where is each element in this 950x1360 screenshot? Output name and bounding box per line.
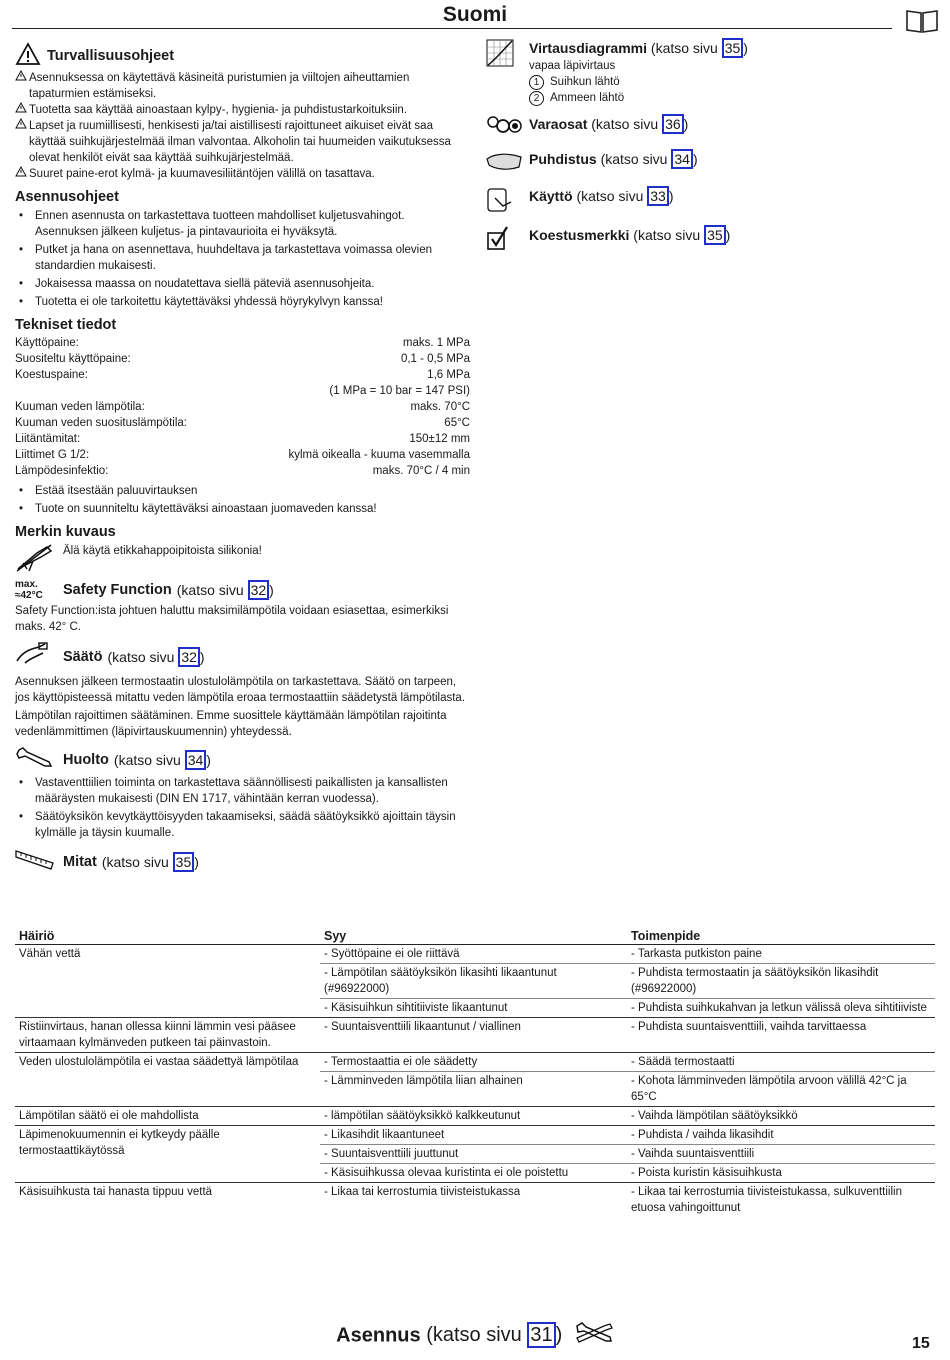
silicone-row: [15, 543, 470, 575]
operation-item: [485, 186, 925, 219]
problem-cell: Käsisuihkusta tai hanasta tippuu vettä: [15, 1183, 320, 1218]
saato-ref: [108, 647, 205, 667]
list-item: [15, 242, 470, 274]
tools-icon: [574, 1320, 614, 1352]
tech-label: Liittimet G 1/2:: [15, 449, 90, 461]
legend-item-2: [529, 90, 748, 106]
tech-label: Käyttöpaine:: [15, 337, 79, 349]
tech-label: Koestuspaine:: [15, 369, 88, 381]
action-cell: - Puhdista / vaihda likasihdit: [627, 1126, 935, 1145]
list-item: [15, 483, 470, 499]
column-header-problem: Häiriö: [15, 928, 320, 945]
footer-title: Asennus: [336, 1324, 421, 1347]
safety-list: [15, 70, 470, 182]
safety-title: Turvallisuusohjeet: [47, 48, 175, 64]
tech-label: Liitäntämitat:: [15, 433, 81, 445]
saato-paragraph-1: Asennuksen jälkeen termostaatin ulostulolämpötila on tarkastettava. Säätö on tarpeen, jos käyttöpisteessä mitattu veden lämpötila eroaa termostaattiin säädetystä lämpötilasta.: [15, 676, 466, 704]
problem-cell: Veden ulostulolämpötila ei vastaa säädettyä lämpötilaa: [15, 1053, 320, 1107]
tech-row: [15, 463, 470, 479]
problem-cell: Vähän vettä: [19, 948, 81, 960]
operation-title: Käyttö: [529, 188, 573, 204]
header-divider: [12, 28, 892, 29]
ref-close: ): [555, 1324, 563, 1347]
table-row: [15, 1107, 935, 1126]
ref-text: (katso sivu: [426, 1324, 528, 1347]
ref-text: (katso sivu: [113, 751, 185, 768]
list-item: [15, 208, 470, 240]
tech-bullet-text: Tuote on suunniteltu käytettäväksi ainoastaan juomaveden kanssa!: [35, 503, 377, 515]
legend-label-1: Suihkun lähtö: [550, 76, 620, 88]
spare-parts-title: Varaosat: [529, 116, 588, 132]
safety-item: [15, 166, 470, 182]
saato-title: Säätö: [63, 648, 103, 665]
ref-text: (katso sivu: [600, 151, 672, 167]
cause-cell: - lämpötilan säätöyksikkö kalkkeutunut: [320, 1107, 627, 1126]
list-item: [15, 809, 470, 841]
huolto-list: [15, 775, 470, 841]
huolto-item-bullet: •: [19, 777, 24, 789]
action-cell: - Puhdista suihkukahvan ja letkun välissä oleva sihtitiiviste: [627, 999, 935, 1018]
cause-cell: - Suuntaisventtiili likaantunut / viallinen: [320, 1018, 627, 1053]
list-item: [15, 276, 470, 292]
table-row: [15, 1018, 935, 1053]
install-item-text: Putket ja hana on asennettava, huuhdeltava ja tarkastettava voimassa olevien standardien mukaisesti.: [35, 244, 433, 272]
column-header-action: Toimenpide: [627, 928, 935, 945]
ref-close: ): [199, 648, 205, 665]
list-item: [15, 501, 470, 517]
action-cell: - Vaihda lämpötilan säätöyksikkö: [627, 1107, 935, 1126]
install-item-bullet: •: [19, 278, 24, 290]
safety-item: [15, 118, 470, 166]
tech-row: [15, 399, 470, 415]
saato-paragraph-2: Lämpötilan rajoittimen säätäminen. Emme suosittele käyttämään lämpötilan rajoitinta vedenlämmittimen (läpivirtauskuumennin) yhteydessä.: [15, 710, 447, 738]
page-title: Suomi: [442, 3, 508, 26]
operation-ref: [576, 188, 673, 204]
ref-text: (katso sivu: [101, 853, 173, 870]
action-cell: - Puhdista termostaatin ja säätöyksikön likasihdit (#96922000): [627, 964, 935, 999]
action-cell: - Tarkasta putkiston paine: [631, 948, 762, 960]
problem-cell: Läpimenokuumennin ei kytkeydy päälle termostaattikäytössä: [15, 1126, 320, 1183]
tech-bullet-bullet: •: [19, 503, 24, 515]
warning-icon: [15, 70, 29, 102]
adjust-hand-icon: [15, 641, 63, 672]
warning-icon: [15, 118, 29, 166]
huolto-title: Huolto: [63, 751, 109, 768]
table-row: [15, 1053, 935, 1072]
page-link-33[interactable]: 33: [647, 186, 669, 206]
operation-hand-icon: [485, 186, 529, 219]
checkbox-tick-icon: [485, 225, 529, 256]
tech-value: 0,1 - 0,5 MPa: [400, 353, 470, 365]
action-cell: - Likaa tai kerrostumia tiivisteistukassa, sulkuventtiilin etuosa vahingoittunut: [627, 1183, 935, 1218]
page-link-34[interactable]: 34: [671, 149, 693, 169]
huolto-header: [15, 746, 470, 773]
mitat-title: Mitat: [63, 853, 97, 870]
install-item-bullet: •: [19, 244, 24, 256]
warning-icon: [15, 42, 41, 71]
tech-value: kylmä oikealla - kuuma vasemmalla: [288, 449, 470, 461]
silicone-gun-icon: [15, 543, 63, 578]
tech-value: 150±12 mm: [409, 433, 470, 445]
huolto-item-text: Vastaventtiilien toiminta on tarkastettava säännöllisesti paikallisten ja kansallisten määräysten mukaisesti (DIN EN 1717, vähintään kerran vuodessa).: [35, 777, 448, 805]
warning-icon: [15, 102, 29, 118]
cause-cell: - Suuntaisventtiili juuttunut: [320, 1145, 627, 1164]
ref-close: ): [668, 188, 674, 204]
cause-cell: - Termostaattia ei ole säädetty: [320, 1053, 627, 1072]
safety-function-text: Safety Function:ista johtuen haluttu maksimilämpötila voidaan esiasettaa, esimerkiksi maks. 42° C.: [15, 605, 449, 633]
ref-text: (katso sivu: [633, 227, 705, 243]
huolto-ref: [114, 750, 211, 770]
footer-reference: [0, 1320, 950, 1352]
list-item: [15, 775, 470, 807]
tech-label: Suositeltu käyttöpaine:: [15, 353, 131, 365]
install-item-text: Jokaisessa maassa on noudatettava siellä päteviä asennusohjeita.: [35, 278, 375, 290]
page-link-34[interactable]: 34: [185, 750, 207, 770]
cleaning-hand-icon: [485, 149, 529, 178]
tech-value: maks. 70°C: [410, 401, 470, 413]
ref-close: ): [683, 116, 689, 132]
book-icon: [905, 8, 939, 39]
cleaning-item: [485, 149, 925, 178]
mitat-ref: [102, 852, 199, 872]
action-cell: - Kohota lämminveden lämpötila arvoon välillä 42°C ja 65°C: [627, 1072, 935, 1107]
tech-row: [15, 351, 470, 367]
page-link-35[interactable]: 35: [173, 852, 195, 872]
cleaning-ref: [601, 151, 698, 167]
ref-text: (katso sivu: [591, 116, 663, 132]
safety-item-text: Tuotetta saa käyttää ainoastaan kylpy-, hygienia- ja puhdistustarkoituksiin.: [29, 104, 408, 116]
warning-icon: [15, 166, 29, 182]
tech-label: Lämpödesinfektio:: [15, 465, 109, 477]
page-link-32[interactable]: 32: [178, 647, 200, 667]
circled-number-1: 1: [529, 75, 544, 90]
page-link-35[interactable]: 35: [722, 38, 744, 58]
problem-cell: Ristiinvirtaus, hanan ollessa kiinni lämmin vesi pääsee virtaamaan kylmänveden putkeen tai päinvastoin.: [15, 1018, 320, 1053]
install-item-bullet: •: [19, 210, 24, 222]
tech-label: Kuuman veden lämpötila:: [15, 401, 145, 413]
ref-close: ): [743, 40, 748, 56]
action-cell: - Vaihda suuntaisventtiili: [627, 1145, 935, 1164]
table-header-row: [15, 928, 935, 945]
ref-text: (katso sivu: [176, 582, 248, 598]
huolto-item-bullet: •: [19, 811, 24, 823]
list-item: [15, 294, 470, 310]
wrench-icon: [15, 746, 63, 773]
ref-close: ): [692, 151, 698, 167]
ref-close: ): [206, 751, 211, 768]
install-list: [15, 208, 470, 310]
tech-value: 65°C: [444, 417, 470, 429]
symbols-title: Merkin kuvaus: [15, 524, 116, 540]
cause-cell: - Syöttöpaine ei ole riittävä: [324, 948, 460, 960]
safety-item: [15, 70, 470, 102]
tech-row: [15, 415, 470, 431]
ref-close: ): [269, 582, 274, 598]
silicone-text: Älä käytä etikkahappoipitoista silikonia!: [63, 545, 262, 557]
safety-item-text: Lapset ja ruumiillisesti, henkisesti ja/tai aistillisesti rajoittuneet aikuiset eivät saa käyttää suihkujärjestelmää ilman valvontaa. Alkoholin tai huumeiden vaikutuksessa olevat henkilöt eivät saa käyttää suihkujärjestelmää.: [29, 120, 451, 164]
spare-parts-ref: [591, 116, 688, 132]
flow-diagram-sub: vapaa läpivirtaus: [529, 60, 616, 72]
safety-item-text: Suuret paine-erot kylmä- ja kuumavesiliitäntöjen välillä on tasattava.: [29, 168, 375, 180]
install-item-bullet: •: [19, 296, 24, 308]
safety-function-title: Safety Function: [63, 582, 172, 598]
page-link-31[interactable]: 31: [527, 1322, 555, 1348]
tech-bullet-text: Estää itsestään paluuvirtauksen: [35, 485, 198, 497]
page-link-32[interactable]: 32: [248, 580, 270, 600]
footer-ref: [426, 1324, 562, 1346]
max-label: max.: [15, 579, 38, 590]
safety-item: [15, 102, 470, 118]
ref-text: (katso sivu: [650, 40, 722, 56]
right-column: [485, 38, 925, 256]
install-item-text: Ennen asennusta on tarkastettava tuotteen mahdolliset kuljetusvahingot. Asennuksen jälkeen kuljetus- ja pintavaurioita ei hyväksytä.: [35, 210, 405, 238]
test-mark-title: Koestusmerkki: [529, 227, 630, 243]
ref-text: (katso sivu: [576, 188, 648, 204]
ref-close: ): [725, 227, 731, 243]
action-cell: - Säädä termostaatti: [627, 1053, 935, 1072]
safety-function-header: [15, 579, 470, 601]
ruler-icon: [15, 847, 63, 876]
tech-value: 1,6 MPa: [427, 369, 470, 381]
action-cell: - Puhdista suuntaisventtiili, vaihda tarvittaessa: [627, 1018, 935, 1053]
flow-chart-icon: [485, 38, 529, 73]
cause-cell: - Lämminveden lämpötila liian alhainen: [320, 1072, 627, 1107]
troubleshooting-table: [15, 928, 935, 1217]
cause-cell: - Käsisuihkussa olevaa kuristinta ei ole poistettu: [320, 1164, 627, 1183]
legend-item-1: [529, 74, 748, 90]
action-cell: - Poista kuristin käsisuihkusta: [627, 1164, 935, 1183]
flow-diagram-item: [485, 38, 925, 106]
install-title: Asennusohjeet: [15, 189, 119, 205]
tech-value: maks. 1 MPa: [402, 337, 470, 349]
spare-parts-icon: [485, 114, 529, 141]
test-mark-item: [485, 225, 925, 256]
tech-title: Tekniset tiedot: [15, 317, 117, 333]
cause-cell: - Likasihdit likaantuneet: [320, 1126, 627, 1145]
flow-diagram-title: Virtausdiagrammi: [529, 40, 648, 56]
tech-row: [15, 447, 470, 463]
cause-cell: - Käsisuihkun sihtitiiviste likaantunut: [320, 999, 627, 1018]
mitat-header: [15, 847, 470, 876]
install-item-text: Tuotetta ei ole tarkoitettu käytettäväksi yhdessä höyrykylvyn kanssa!: [35, 296, 383, 308]
tech-row: [15, 335, 470, 351]
legend-label-2: Ammeen lähtö: [550, 92, 625, 104]
tech-bullets: [15, 483, 470, 517]
flow-diagram-ref: [651, 40, 748, 56]
tech-row: [15, 431, 470, 447]
tech-row: [15, 367, 470, 383]
table-row: [15, 945, 935, 964]
test-mark-ref: [633, 227, 730, 243]
left-column: [15, 42, 470, 876]
tech-bullet-bullet: •: [19, 485, 24, 497]
max-temp: ≈42°C: [15, 590, 43, 601]
safety-item-text: Asennuksessa on käytettävä käsineitä puristumien ja viiltojen aiheuttamien tapaturmien estämiseksi.: [29, 72, 410, 100]
page-link-36[interactable]: 36: [662, 114, 684, 134]
ref-close: ): [194, 853, 199, 870]
tech-label: Kuuman veden suosituslämpötila:: [15, 417, 187, 429]
column-header-cause: Syy: [320, 928, 627, 945]
cause-cell: - Likaa tai kerrostumia tiivisteistukassa: [320, 1183, 627, 1218]
saato-header: [15, 641, 470, 672]
problem-cell: Lämpötilan säätö ei ole mahdollista: [15, 1107, 320, 1126]
cause-cell: - Lämpötilan säätöyksikön likasihti likaantunut (#96922000): [320, 964, 627, 999]
safety-function-ref: [177, 580, 274, 600]
page-number: 15: [912, 1335, 930, 1352]
tech-value: maks. 70°C / 4 min: [372, 465, 470, 477]
table-row: [15, 1126, 935, 1145]
ref-text: (katso sivu: [107, 648, 179, 665]
table-row: [15, 1183, 935, 1218]
huolto-item-text: Säätöyksikön kevytkäyttöisyyden takaamiseksi, säädä säätöyksikkö ajoittain täysin kylmälle ja täysin kuumalle.: [35, 811, 456, 839]
cleaning-title: Puhdistus: [529, 151, 597, 167]
tech-row: [15, 383, 470, 399]
max-temp-icon: [15, 579, 63, 601]
page-link-35[interactable]: 35: [704, 225, 726, 245]
safety-header: [15, 42, 470, 70]
spare-parts-item: [485, 114, 925, 141]
tech-table: [15, 335, 470, 479]
circled-number-2: 2: [529, 91, 544, 106]
tech-value: (1 MPa = 10 bar = 147 PSI): [329, 385, 470, 397]
